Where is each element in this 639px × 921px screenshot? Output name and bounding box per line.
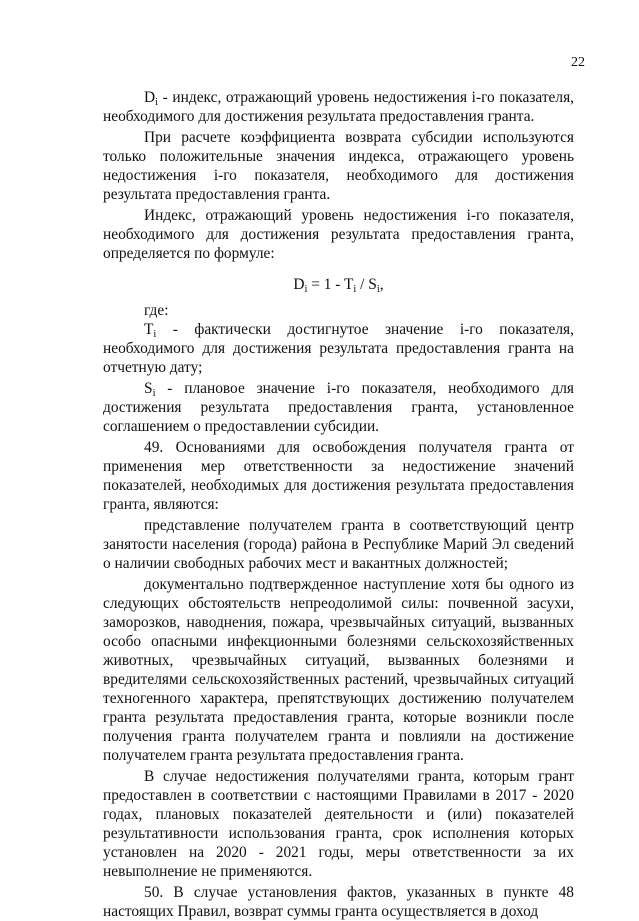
paragraph-s-definition	[103, 379, 574, 436]
paragraph-49: 49. Основаниями для освобождения получателя гранта от применения мер ответственности за недостижение значений показателей, необходимых для достижения результата предоставления гранта, являются:	[103, 439, 574, 513]
formula-d-sub: i	[304, 284, 308, 295]
paragraph-2017-2020: В случае недостижения получателями гранта, которым грант предоставлен в соответствии с настоящими Правилами в 2017 - 2020 годах, плановых показателей деятельности и (или) показателей результативности использования гранта, срок исполнения которых установлен на 2020 - 2021 годы, меры ответственности за их невыполнение не применяются.	[103, 768, 574, 880]
paragraph-index-definition	[103, 88, 574, 126]
paragraph-49-item-1: представление получателем гранта в соответствующий центр занятости населения (города) района в Республике Марий Эл сведений о наличии свободных рабочих мест и вакантных должностей;	[103, 517, 574, 572]
symbol-s: S	[144, 380, 153, 397]
formula-s-sub: i	[376, 284, 380, 295]
formula-end: ,	[379, 276, 384, 293]
formula-d: D	[293, 276, 305, 293]
paragraph-49-item-2: документально подтвержденное наступление хотя бы одного из следующих обстоятельств непреодолимой силы: почвенной засухи, заморозков, наводнения, пожара, чрезвычайных ситуаций, вызванных особо опасными инфекционными болезнями сельскохозяйственных животных, чрезвычайных ситуаций, вызванных болезнями и вредителями сельскохозяйственных растений, чрезвычайных ситуаций техногенного характера, препятствующих достижению получателем гранта результата предоставления гранта, которые возникли после получения гранта получателем гранта и повлияли на достижение получателем гранта результата предоставления гранта.	[103, 576, 574, 764]
formula-t-sub: i	[353, 284, 357, 295]
symbol-d-subscript: i	[155, 97, 159, 108]
paragraph-text: - плановое значение i-го показателя, необходимого для достижения результата предоставления гранта, установленное соглашением о предоставлении субсидии.	[103, 380, 574, 435]
formula-div: / S	[356, 276, 377, 293]
paragraph-formula-intro: Индекс, отражающий уровень недостижения i-го показателя, необходимого для достижения результата предоставления гранта, определяется по формуле:	[103, 207, 574, 262]
symbol-t-subscript: i	[153, 329, 157, 340]
formula-mid: = 1 - T	[307, 276, 354, 293]
paragraph-where: где:	[144, 302, 169, 319]
paragraph-text: - фактически достигнутое значение i-го показателя, необходимого для достижения результата предоставления гранта на отчетную дату;	[103, 321, 574, 376]
symbol-s-subscript: i	[152, 388, 156, 399]
paragraph-text: - индекс, отражающий уровень недостижения i-го показателя, необходимого для достижения результата предоставления гранта.	[103, 89, 574, 125]
paragraph-t-definition	[103, 320, 574, 377]
formula	[103, 275, 574, 294]
paragraph-positive-values: При расчете коэффициента возврата субсидии используются только положительные значения индекса, отражающего уровень недостижения i-го показателя, необходимого для достижения результата предоставления гранта.	[103, 129, 574, 203]
page-number: 22	[571, 55, 585, 70]
symbol-t: T	[144, 321, 154, 338]
document-body	[103, 88, 574, 921]
symbol-d: D	[144, 89, 156, 106]
paragraph-50: 50. В случае установления фактов, указанных в пункте 48 настоящих Правил, возврат суммы гранта осуществляется в доход	[103, 884, 574, 920]
